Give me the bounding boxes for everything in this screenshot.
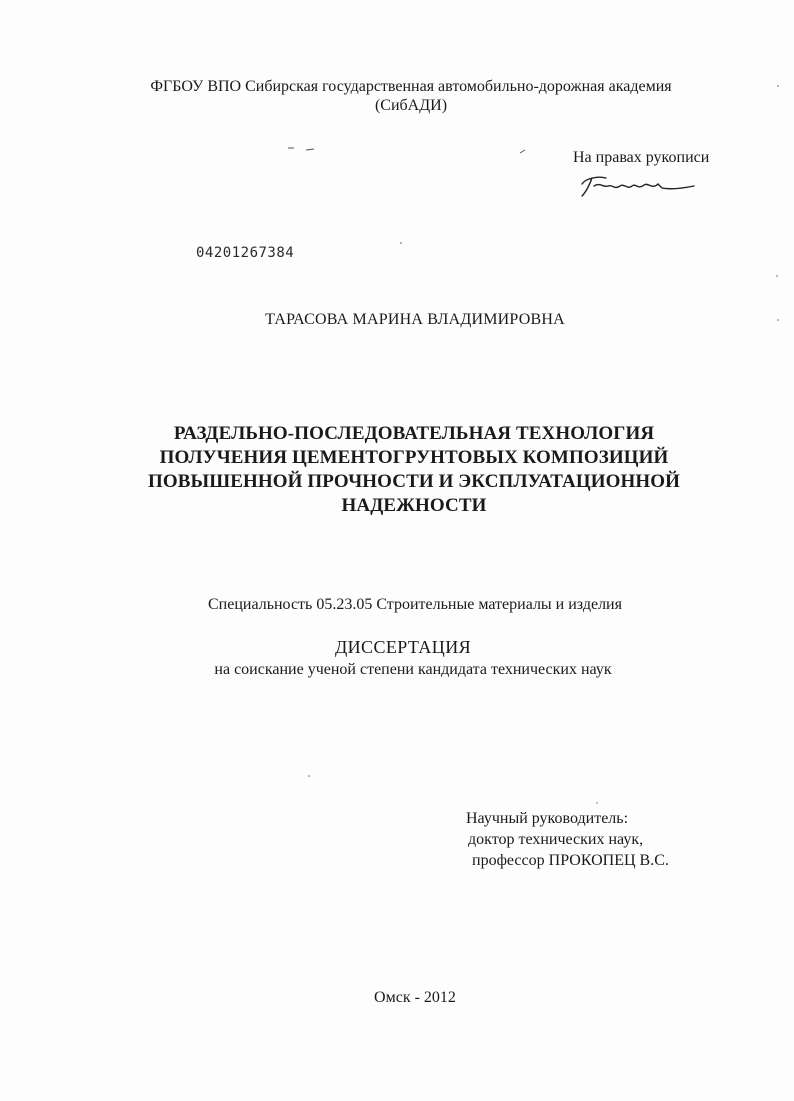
supervisor-degree: доктор технических наук, [468,831,644,848]
title-line: РАЗДЕЛЬНО-ПОСЛЕДОВАТЕЛЬНАЯ ТЕХНОЛОГИЯ [173,423,655,444]
institution-name: ФГБОУ ВПО Сибирская государственная автомобильно-дорожная академия [150,78,672,95]
handwritten-signature [576,166,698,202]
institution-abbreviation: (СибАДИ) [374,97,448,114]
library-inventory-number: 04201267384 [196,245,295,261]
title-line: НАДЕЖНОСТИ [341,495,487,516]
supervisor-name: профессор ПРОКОПЕЦ В.С. [472,852,669,869]
title-line: ПОЛУЧЕНИЯ ЦЕМЕНТОГРУНТОВЫХ КОМПОЗИЦИЙ [159,447,669,468]
degree-line: на соискание ученой степени кандидата технических наук [214,661,612,678]
manuscript-rights-note: На правах рукописи [573,149,710,166]
supervisor-label: Научный руководитель: [466,810,629,827]
dissertation-title [100,422,728,518]
supervisor-block [466,808,669,871]
author-name: ТАРАСОВА МАРИНА ВЛАДИМИРОВНА [265,311,565,328]
title-line: ПОВЫШЕННОЙ ПРОЧНОСТИ И ЭКСПЛУАТАЦИОННОЙ [147,471,681,492]
city-year: Омск - 2012 [374,989,456,1006]
speciality-line: Специальность 05.23.05 Строительные материалы и изделия [208,596,622,613]
document-type: ДИССЕРТАЦИЯ [334,637,472,657]
